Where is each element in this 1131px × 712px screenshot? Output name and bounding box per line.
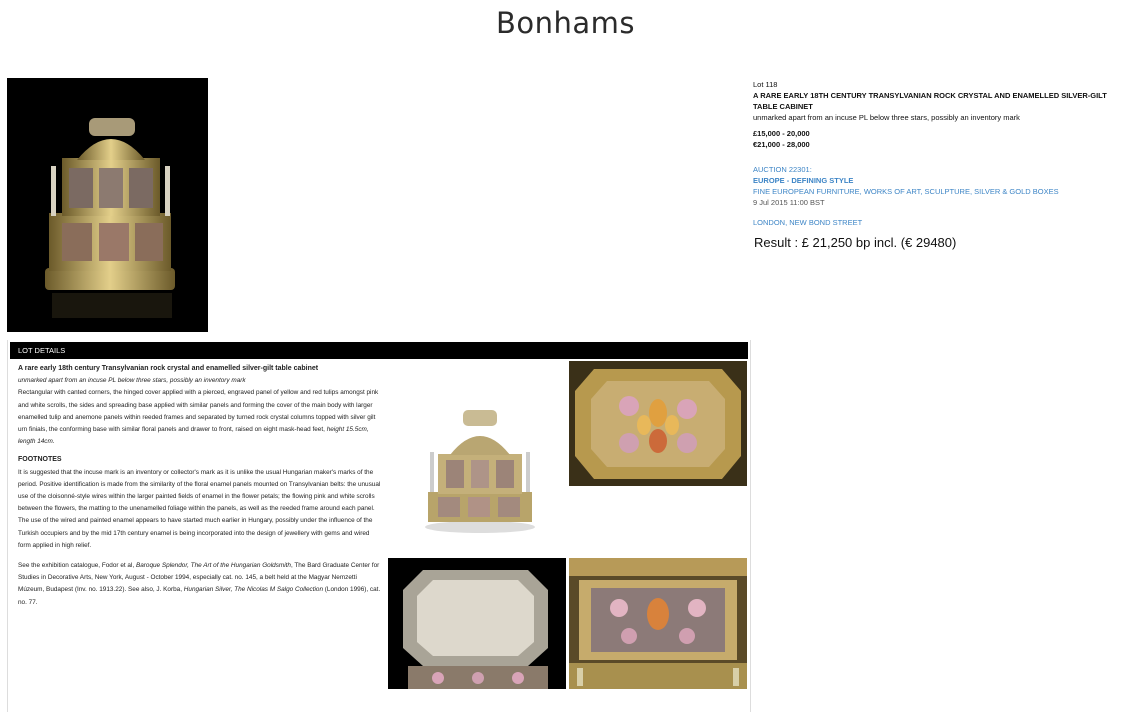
lit-part-5: (London 1996), cat. no. 77. (18, 586, 381, 606)
details-description (18, 387, 383, 448)
detail-image-enamel-front[interactable] (569, 558, 747, 689)
details-title: A rare early 18th century Transylvanian rock crystal and enamelled silver-gilt table cabinet (18, 365, 319, 372)
bonhams-logo[interactable]: Bonhams (495, 6, 636, 40)
detail-image-open-interior[interactable] (388, 558, 566, 689)
lit-part-2: Baroque Splendor, The Art of the Hungarian Goldsmith (135, 562, 291, 570)
estimate-gbp: £15,000 - 20,000 (753, 129, 810, 138)
lot-number: Lot 118 (753, 80, 778, 89)
description-text: Rectangular with canted corners, the hinged cover applied with a pierced, engraved panel of yellow and red tulips amongst pink and white scrolls, the sides and spreading base applied with similar panels and forming the cover of the main body with larger enamelled tulip and anemone panels within reeded frames and separated by turned rock crystal columns topped with silver gilt urn finials, the conforming base with similar floral panels and drawer to front, raised on eight mask-head feet, (18, 389, 379, 434)
lit-part-1: See the exhibition catalogue, Fodor et al, (18, 562, 136, 570)
lot-subtitle: unmarked apart from an incuse PL below three stars, possibly an inventory mark (753, 113, 1020, 122)
lit-part-3: , The Bard Graduate Center for Studies in Decorative Arts, New York, August - October 1994, especially cat. no. 145, a belt held at the Magyar Nemzetti Múzeum, Budapest (Inv. no. 1913.22). See also, J. Korba, (18, 562, 380, 594)
lot-title: A RARE EARLY 18TH CENTURY TRANSYLVANIAN ROCK CRYSTAL AND ENAMELLED SILVER-GILT TABLE CABINET (753, 91, 1107, 111)
lit-part-4: Hungarian Silver, The Nicolas M Salgo Collection (183, 586, 324, 594)
lot-info (753, 79, 1123, 228)
lot-details-panel (7, 340, 751, 712)
auction-datetime: 9 Jul 2015 11:00 BST (753, 198, 825, 207)
lot-details-text (18, 363, 383, 609)
footnotes-heading: FOOTNOTES (18, 456, 62, 464)
auction-location-link[interactable]: LONDON, NEW BOND STREET (753, 218, 863, 227)
sale-result: Result : £ 21,250 bp incl. (€ 29480) (754, 235, 957, 250)
dimensions-text: height 15.5cm, length 14cm. (18, 426, 369, 446)
detail-image-cabinet-white[interactable] (408, 392, 548, 542)
auction-number-link[interactable]: AUCTION 22301: (753, 165, 812, 174)
auction-name-link[interactable]: EUROPE - DEFINING STYLE (753, 176, 854, 185)
footnote-text: It is suggested that the incuse mark is an inventory or collector's mark as it is unlike the usual Hungarian maker's marks of the period. Positive identification is made from the similarity of the floral enamel panels mounted on Transylvanian belts: the unusual use of the cloisonné-style wires within the larger painted fields of enamel in the flower petals; the flowing pink and white scrolls between the flowers, the matting to the unenamelled foliage within the panels, as well as the reeded frame around each panel. The use of the wired and painted enamel appears to have started much earlier in Hungary, possibly under the influence of the Turkish occupiers and by the mid 17th century enamel is being incorporated into the design of jewellery with gems and wired form applied in high relief. (18, 468, 381, 549)
detail-image-enamel-lid[interactable] (569, 361, 747, 486)
main-lot-image[interactable] (7, 78, 208, 332)
lot-details-header: LOT DETAILS (10, 342, 748, 359)
estimate-eur: €21,000 - 28,000 (753, 140, 810, 149)
literature-text (18, 560, 383, 609)
auction-category-link[interactable]: FINE EUROPEAN FURNITURE, WORKS OF ART, SCULPTURE, SILVER & GOLD BOXES (753, 187, 1059, 196)
details-subtitle: unmarked apart from an incuse PL below three stars, possibly an inventory mark (18, 377, 246, 385)
